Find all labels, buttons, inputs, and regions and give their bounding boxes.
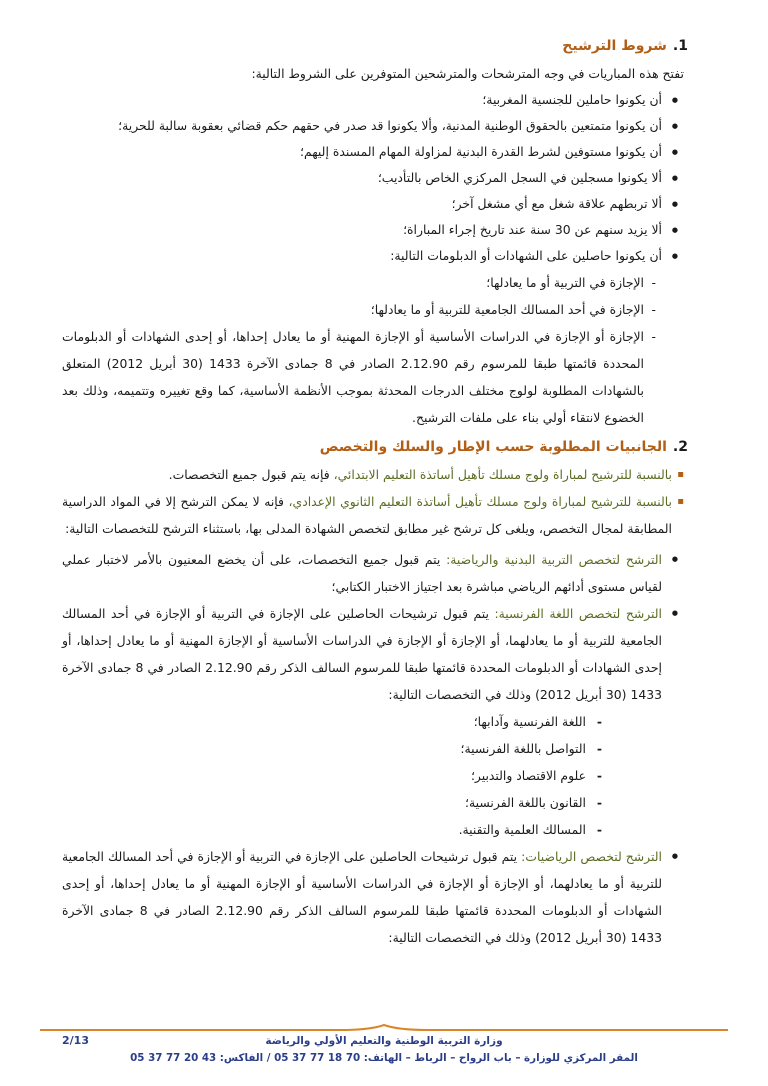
profiles-list [62,461,706,542]
list-item: ▪ بالنسبة للترشيح لمباراة ولوج مسلك تأهيل أساتذة التعليم الابتدائي، فإنه يتم قبول جميع التخصصات. [62,461,706,488]
footer-ministry: وزارة التربية الوطنية والتعليم الأولي والرياضة [265,1035,503,1047]
list-item: ● الترشح لتخصص التربية البدنية والرياضية: يتم قبول جميع التخصصات، على أن يخضع المعنيون بالأمر لاختبار عملي لقياس مستوى أدائهم الرياضي مباشرة بعد اجتياز الاختبار الكتابي؛ [62,546,706,600]
footer-divider [40,1024,728,1027]
list-item: - الإجازة في أحد المسالك الجامعية للتربية أو ما يعادلها؛ [62,296,706,323]
list-item: - علوم الاقتصاد والتدبير؛ [62,762,706,789]
list-item: ▪ بالنسبة للترشيح لمباراة ولوج مسلك تأهيل أساتذة التعليم الثانوي الإعدادي، فإنه لا يمكن الترشح إلا في المواد الدراسية المطابقة لمجال التخصص، ويلغى كل ترشح غير مطابق لتخصص الشهادة المدلى بها، باستثناء الترشح للتخصصات التالية: [62,488,706,542]
section-1-intro: تفتح هذه المباريات في وجه المترشحات والمترشحين المتوفرين على الشروط التالية: [251,66,684,81]
list-item: ● ألا يزيد سنهم عن 30 سنة عند تاريخ إجراء المباراة؛ [62,217,706,243]
footer-address: المقر المركزي للوزارة – باب الرواح – الرباط – الهاتف: 70 18 77 37 05 / الفاكس: 43 20 77 37 05 [130,1052,638,1064]
list-item: - المسالك العلمية والتقنية. [62,816,706,843]
list-item: - التواصل باللغة الفرنسية؛ [62,735,706,762]
section-2-title: 2.الجانبيات المطلوبة حسب الإطار والسلك والتخصص [319,439,688,455]
diplomas-list [62,269,706,431]
conditions-list [62,87,706,269]
french-fields-list [62,708,706,843]
math-specialty [62,843,706,951]
page-footer [62,1033,706,1067]
page-number: 2/13 [62,1034,89,1047]
list-item: - القانون باللغة الفرنسية؛ [62,789,706,816]
list-item: ● أن يكونوا مستوفين لشرط القدرة البدنية لمزاولة المهام المسندة إليهم؛ [62,139,706,165]
list-item: ● الترشح لتخصص الرياضيات: يتم قبول ترشيحات الحاصلين على الإجازة في التربية أو الإجازة في أحد المسالك الجامعية للتربية أو ما يعادلهما، أو الإجازة أو الإجازة في الدراسات الأساسية أو الإجازة المهنية أو ما يعادل إحداها، أو إحدى الشهادات أو الدبلومات المحددة قائمتها طبقا للمرسوم السالف الذكر رقم 2.12.90 الصادر في 8 جمادى الآخرة 1433 (30 أبريل 2012) وذلك في التخصصات التالية: [62,843,706,951]
list-item: ● أن يكونوا حاملين للجنسية المغربية؛ [62,87,706,113]
list-item: - الإجازة في التربية أو ما يعادلها؛ [62,269,706,296]
document-page [62,38,706,951]
list-item: ● أن يكونوا حاصلين على الشهادات أو الدبلومات التالية: [62,243,706,269]
list-item: ● ألا يكونوا مسجلين في السجل المركزي الخاص بالتأديب؛ [62,165,706,191]
list-item: ● أن يكونوا متمتعين بالحقوق الوطنية المدنية، وألا يكونوا قد صدر في حقهم حكم قضائي بعقوبة سالبة للحرية؛ [62,113,706,139]
list-item: ● الترشح لتخصص اللغة الفرنسية: يتم قبول ترشيحات الحاصلين على الإجازة في التربية أو الإجازة في أحد المسالك الجامعية للتربية أو ما يعادلهما، أو الإجازة أو الإجازة في الدراسات الأساسية أو الإجازة المهنية أو ما يعادل إحداها، أو إحدى الشهادات أو الدبلومات المحددة قائمتها طبقا للمرسوم السالف الذكر رقم 2.12.90 الصادر في 8 جمادى الآخرة 1433 (30 أبريل 2012) وذلك في التخصصات التالية: [62,600,706,708]
section-1-title: 1.شروط الترشيح [562,38,688,54]
list-item: ● ألا تربطهم علاقة شغل مع أي مشغل آخر؛ [62,191,706,217]
specialties-list [62,546,706,708]
list-item: - الإجازة أو الإجازة في الدراسات الأساسية أو الإجازة المهنية أو ما يعادل إحداها، أو إحدى الشهادات أو الدبلومات المحددة قائمتها طبقا للمرسوم رقم 2.12.90 الصادر في 8 جمادى الآخرة 1433 (30 أبريل 2012) المتعلق بالشهادات المطلوبة لولوج مختلف الدرجات المحدثة بموجب الأنظمة الأساسية، كما وقع تغييره وتتميمه، وذلك بعد الخضوع لانتقاء أولي بناء على ملفات الترشيح. [62,323,706,431]
list-item: - اللغة الفرنسية وآدابها؛ [62,708,706,735]
